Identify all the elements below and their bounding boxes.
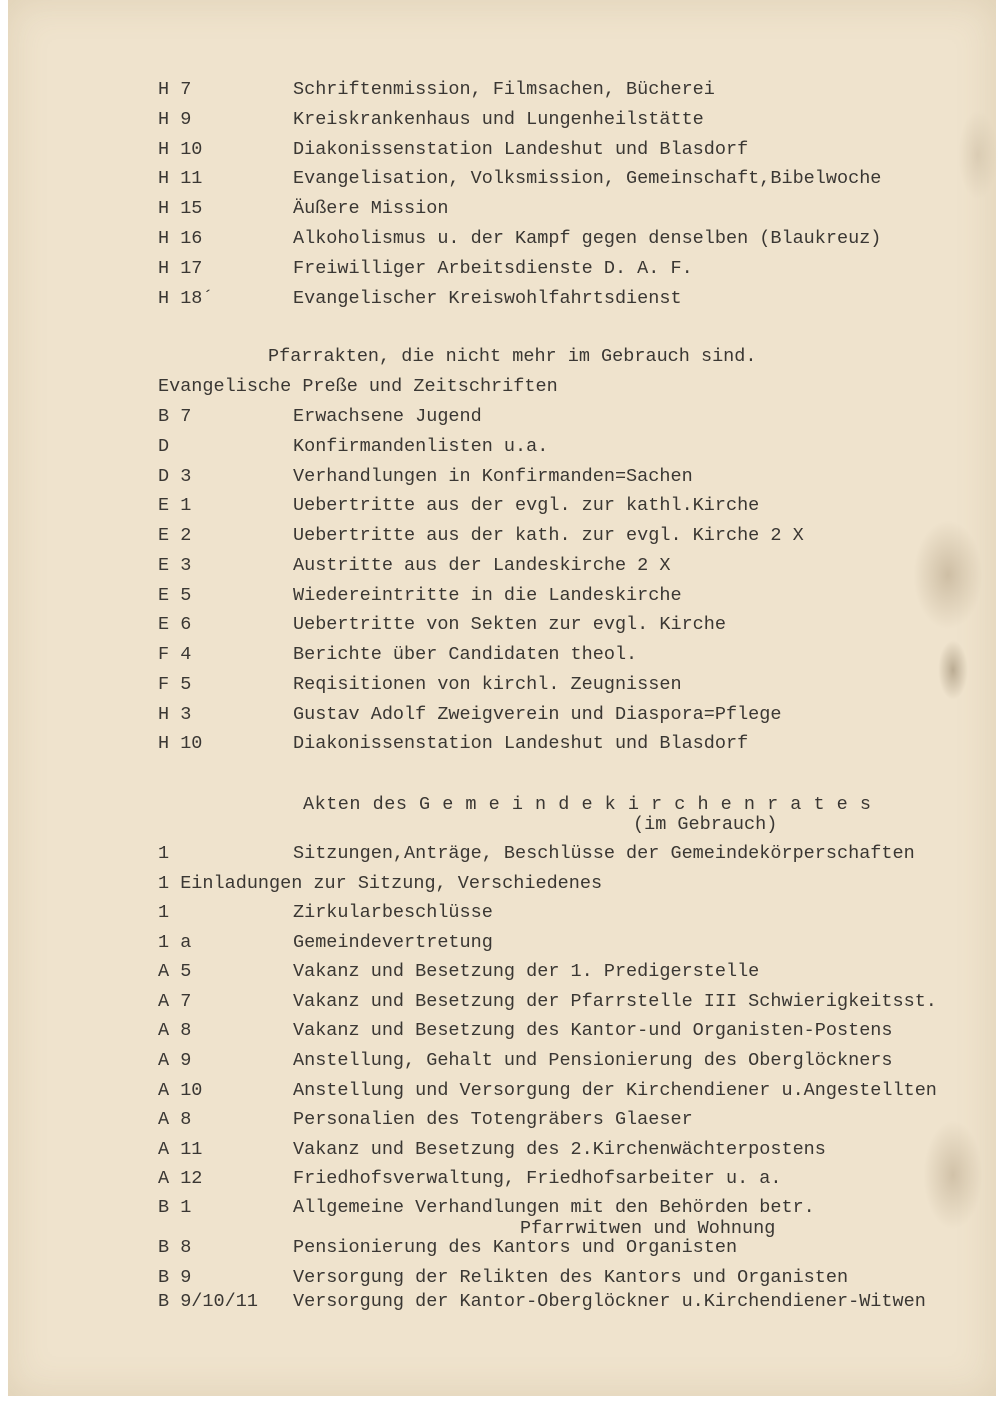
file-code: D 3 bbox=[158, 465, 192, 487]
file-code: H 16 bbox=[158, 228, 203, 249]
file-code: B 7 bbox=[158, 406, 192, 427]
file-code: E 1 bbox=[158, 495, 192, 517]
file-title: Versorgung der Kantor-Oberglöckner u.Kirchendiener-Witwen bbox=[293, 1291, 926, 1312]
file-title: Vakanz und Besetzung des Kantor-und Organisten-Postens bbox=[293, 1020, 893, 1042]
file-code: A 5 bbox=[158, 961, 192, 983]
file-code: H 3 bbox=[158, 703, 192, 725]
file-code: B 9/10/11 bbox=[158, 1291, 258, 1312]
file-title: Uebertritte aus der kath. zur evgl. Kirche 2 X bbox=[293, 525, 804, 546]
file-title: Anstellung und Versorgung der Kirchendiener u.Angestellten bbox=[293, 1079, 937, 1101]
file-code: E 5 bbox=[158, 584, 192, 606]
file-code: H 7 bbox=[158, 79, 192, 100]
file-code: A 11 bbox=[158, 1138, 203, 1160]
file-title: Kreiskrankenhaus und Lungenheilstätte bbox=[293, 108, 704, 130]
file-code: E 3 bbox=[158, 554, 192, 576]
file-code: A 12 bbox=[158, 1168, 203, 1190]
file-title: Uebertritte von Sekten zur evgl. Kirche bbox=[293, 614, 726, 636]
file-code: A 9 bbox=[158, 1050, 192, 1071]
file-code: 1 a bbox=[158, 931, 192, 953]
file-title: Evangelisation, Volksmission, Gemeinschaft,Bibelwoche bbox=[293, 168, 882, 190]
file-title: Berichte über Candidaten theol. bbox=[293, 644, 638, 665]
file-code: H 9 bbox=[158, 108, 192, 130]
file-title: Alkoholismus u. der Kampf gegen denselben (Blaukreuz) bbox=[293, 228, 882, 249]
file-code: A 8 bbox=[158, 1020, 192, 1042]
file-title: Allgemeine Verhandlungen mit den Behörden betr. bbox=[293, 1197, 815, 1218]
file-code: B 1 bbox=[158, 1197, 192, 1218]
file-code: H 10 bbox=[158, 138, 203, 160]
file-code: B 8 bbox=[158, 1237, 192, 1258]
file-title: Vakanz und Besetzung des 2.Kirchenwächterpostens bbox=[293, 1138, 826, 1160]
file-title: Verhandlungen in Konfirmanden=Sachen bbox=[293, 465, 693, 487]
file-title: Gemeindevertretung bbox=[293, 931, 493, 953]
file-title-continuation: Pfarrwitwen und Wohnung bbox=[520, 1218, 776, 1239]
file-title: Konfirmandenlisten u.a. bbox=[293, 435, 549, 457]
file-title: Zirkularbeschlüsse bbox=[293, 902, 493, 923]
file-code: E 2 bbox=[158, 525, 192, 546]
file-title: Sitzungen,Anträge, Beschlüsse der Gemeindekörperschaften bbox=[293, 843, 915, 864]
file-code: E 6 bbox=[158, 614, 192, 636]
file-code: F 5 bbox=[158, 673, 192, 695]
file-title: Reqisitionen von kirchl. Zeugnissen bbox=[293, 673, 682, 695]
file-title: Friedhofsverwaltung, Friedhofsarbeiter u. a. bbox=[293, 1168, 782, 1190]
file-code: H 15 bbox=[158, 198, 203, 220]
file-code: F 4 bbox=[158, 644, 192, 665]
file-title: Gustav Adolf Zweigverein und Diaspora=Pflege bbox=[293, 703, 782, 725]
file-title: Pensionierung des Kantors und Organisten bbox=[293, 1237, 738, 1258]
file-code: 1 bbox=[158, 843, 170, 864]
section-heading: Akten des G e m e i n d e k i r c h e n r a t e s bbox=[303, 794, 872, 815]
file-code: A 7 bbox=[158, 990, 192, 1012]
file-title: Diakonissenstation Landeshut und Blasdorf bbox=[293, 138, 749, 160]
file-title: Anstellung, Gehalt und Pensionierung des Oberglöckners bbox=[293, 1050, 893, 1071]
file-title: Uebertritte aus der evgl. zur kathl.Kirche bbox=[293, 495, 760, 517]
file-code: A 10 bbox=[158, 1079, 203, 1101]
file-code: H 18´ bbox=[158, 287, 214, 309]
section-subheading: Evangelische Preße und Zeitschriften bbox=[158, 376, 558, 397]
file-code: H 17 bbox=[158, 257, 203, 279]
file-title: Freiwilliger Arbeitsdienste D. A. F. bbox=[293, 257, 693, 279]
file-code: H 11 bbox=[158, 168, 203, 190]
file-title: Vakanz und Besetzung der 1. Predigerstelle bbox=[293, 961, 760, 983]
section-heading: Pfarrakten, die nicht mehr im Gebrauch sind. bbox=[268, 346, 757, 367]
file-title: Versorgung der Relikten des Kantors und Organisten bbox=[293, 1267, 849, 1288]
section-subheading: (im Gebrauch) bbox=[633, 814, 778, 835]
file-title: Vakanz und Besetzung der Pfarrstelle III Schwierigkeitsst. bbox=[293, 990, 937, 1012]
file-title: Wiedereintritte in die Landeskirche bbox=[293, 584, 682, 606]
file-code: 1 bbox=[158, 902, 170, 923]
file-entry: 1 Einladungen zur Sitzung, Verschiedenes bbox=[158, 873, 603, 894]
file-title: Austritte aus der Landeskirche 2 X bbox=[293, 554, 671, 576]
file-code: A 8 bbox=[158, 1109, 192, 1131]
file-title: Erwachsene Jugend bbox=[293, 406, 482, 427]
file-title: Schriftenmission, Filmsachen, Bücherei bbox=[293, 79, 715, 100]
file-title: Diakonissenstation Landeshut und Blasdorf bbox=[293, 733, 749, 755]
file-code: B 9 bbox=[158, 1267, 192, 1288]
file-code: D bbox=[158, 435, 170, 457]
file-title: Äußere Mission bbox=[293, 198, 449, 220]
file-code: H 10 bbox=[158, 733, 203, 755]
file-title: Evangelischer Kreiswohlfahrtsdienst bbox=[293, 287, 682, 309]
file-title: Personalien des Totengräbers Glaeser bbox=[293, 1109, 693, 1131]
